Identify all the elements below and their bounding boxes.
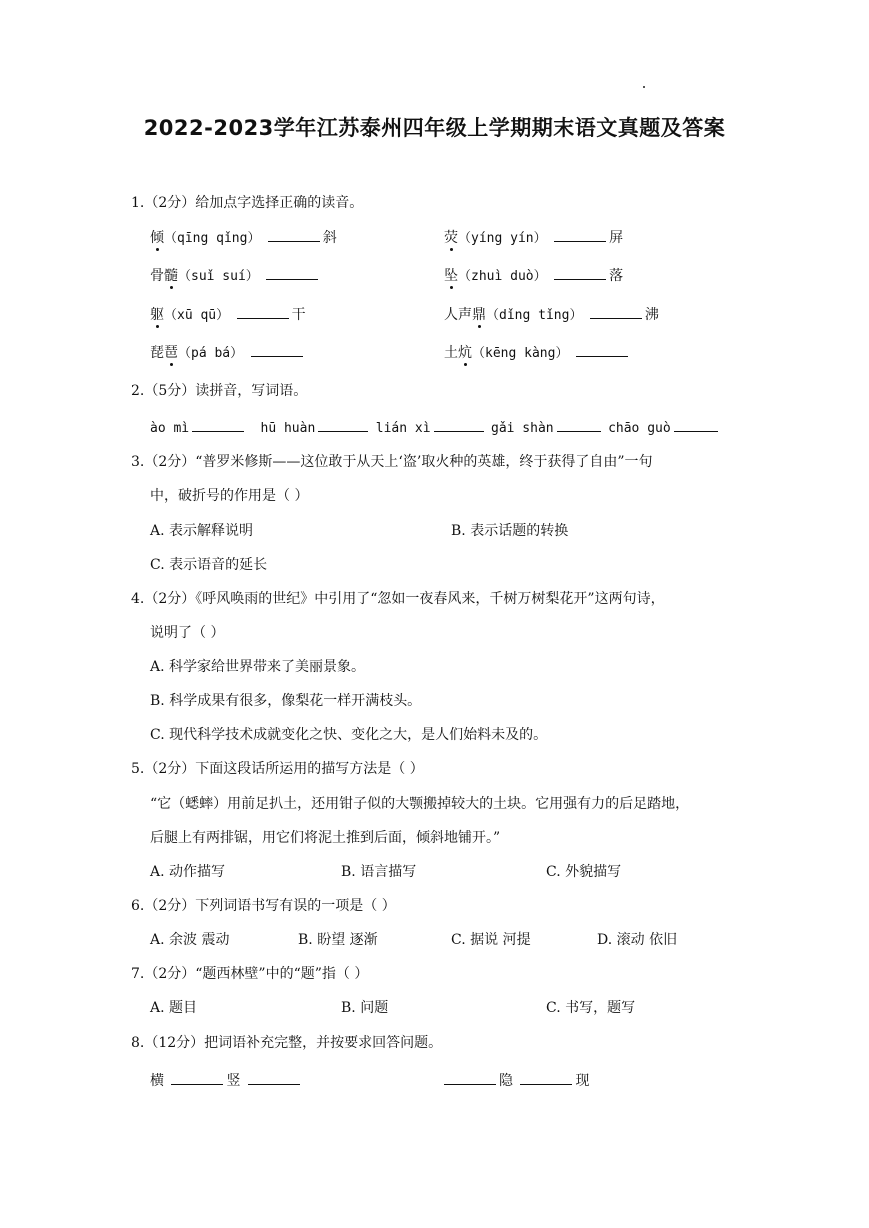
answer-blank[interactable] [268, 227, 320, 242]
q1-item-7-pinyin: （pá bá） [178, 346, 244, 361]
q5-passage-line-1: “它（蟋蟀）用前足扒土，还用钳子似的大颚搬掉较大的土块。它用强有力的后足踏地， [150, 796, 690, 812]
q1-item-6 [444, 304, 659, 326]
q5-option-a[interactable]: A. 动作描写 [150, 864, 226, 880]
answer-blank[interactable] [444, 1070, 496, 1085]
q6-option-c[interactable]: C. 据说 河提 [451, 932, 531, 948]
q1-item-7 [150, 342, 306, 364]
q1-item-2-pinyin: （yíng yín） [458, 231, 547, 246]
q8-word-2 [441, 1070, 589, 1091]
q3-option-a[interactable]: A. 表示解释说明 [150, 523, 254, 539]
q1-item-7-pre: 琵 [150, 345, 164, 361]
answer-blank[interactable] [248, 1070, 300, 1085]
question-4-stem-line-1: 4.（2分）《呼风唤雨的世纪》中引用了“忽如一夜春风来，千树万树梨花开”这两句诗， [131, 591, 665, 607]
question-3-stem-line-2: 中，破折号的作用是（ ） [150, 488, 309, 504]
q1-item-3-char: 髓 [164, 268, 178, 284]
answer-blank[interactable] [237, 304, 289, 319]
q1-item-2 [444, 227, 623, 249]
answer-blank[interactable] [192, 417, 244, 432]
q4-option-c[interactable]: C. 现代科学技术成就变化之快、变化之大，是人们始料未及的。 [150, 727, 548, 743]
page-corner-dot [643, 86, 645, 88]
q8-word-2-a: 隐 [499, 1073, 513, 1089]
q6-option-a[interactable]: A. 余波 震动 [150, 932, 230, 948]
question-4-stem-line-2: 说明了（ ） [150, 625, 225, 641]
q1-item-3-pre: 骨 [150, 268, 164, 284]
question-2-stem: 2.（5分）读拼音，写词语。 [131, 383, 308, 399]
q8-word-2-b: 现 [575, 1073, 590, 1089]
q7-option-a[interactable]: A. 题目 [150, 1000, 198, 1016]
answer-blank[interactable] [590, 304, 642, 319]
q2-pinyin-3: lián xì [375, 421, 431, 436]
q7-option-c[interactable]: C. 书写，题写 [546, 1000, 636, 1016]
q3-option-c[interactable]: C. 表示语音的延长 [150, 557, 268, 573]
question-3-stem-line-1: 3.（2分）“普罗米修斯——这位敢于从天上‘盗’取火种的英雄，终于获得了自由”一句 [131, 454, 653, 470]
q8-word-1-a: 横 [150, 1073, 164, 1089]
q1-item-7-char: 琶 [164, 345, 178, 361]
question-8-stem: 8.（12分）把词语补充完整，并按要求回答问题。 [131, 1035, 443, 1051]
q1-item-2-char: 荧 [444, 230, 458, 246]
answer-blank[interactable] [434, 417, 484, 432]
q1-item-4-char: 坠 [444, 268, 458, 284]
q3-option-b[interactable]: B. 表示话题的转换 [451, 523, 569, 539]
q1-item-6-char: 鼎 [472, 307, 486, 323]
q1-item-1-pinyin: （qīng qǐng） [164, 231, 261, 246]
question-1-stem: 1.（2分）给加点字选择正确的读音。 [131, 195, 364, 211]
answer-blank[interactable] [554, 265, 606, 280]
q7-option-b[interactable]: B. 问题 [341, 1000, 389, 1016]
q5-option-c[interactable]: C. 外貌描写 [546, 864, 622, 880]
q2-pinyin-row [150, 417, 721, 439]
q6-option-b[interactable]: B. 盼望 逐渐 [298, 932, 378, 948]
answer-blank[interactable] [554, 227, 606, 242]
q1-item-1-after: 斜 [322, 230, 337, 246]
q5-passage-line-2: 后腿上有两排锯，用它们将泥土推到后面，倾斜地铺开。” [150, 830, 501, 846]
q8-word-1-b: 竖 [226, 1073, 241, 1089]
q1-item-1 [150, 227, 337, 249]
answer-blank[interactable] [318, 417, 368, 432]
answer-blank[interactable] [266, 265, 318, 280]
q4-option-a[interactable]: A. 科学家给世界带来了美丽景象。 [150, 659, 366, 675]
q1-item-8-pinyin: （kēng kàng） [472, 346, 569, 361]
document-title: 2022-2023学年江苏泰州四年级上学期期末语文真题及答案 [143, 116, 726, 140]
q1-item-4-after: 落 [609, 268, 624, 284]
question-7-stem: 7.（2分）“题西林壁”中的“题”指（ ） [131, 966, 369, 982]
q2-pinyin-1: ào mì [150, 421, 190, 436]
q1-item-5-after: 干 [291, 307, 306, 323]
q1-item-4-pinyin: （zhuì duò） [458, 269, 547, 284]
answer-blank[interactable] [674, 417, 718, 432]
q1-item-3 [150, 265, 321, 287]
q1-item-4 [444, 265, 623, 287]
q1-item-8-char: 炕 [458, 345, 472, 361]
q1-item-6-pinyin: （dǐng tǐng） [486, 308, 583, 323]
answer-blank[interactable] [520, 1070, 572, 1085]
q5-option-b[interactable]: B. 语言描写 [341, 864, 417, 880]
q2-pinyin-4: gǎi shàn [491, 421, 554, 436]
q1-item-5-pinyin: （xū qū） [164, 308, 230, 323]
question-6-stem: 6.（2分）下列词语书写有误的一项是（ ） [131, 898, 396, 914]
q1-item-8-pre: 土 [444, 345, 458, 361]
q2-pinyin-2: hū huàn [260, 421, 316, 436]
q8-word-1 [150, 1070, 303, 1091]
q1-item-8 [444, 342, 631, 364]
q1-item-5-char: 躯 [150, 307, 164, 323]
answer-blank[interactable] [171, 1070, 223, 1085]
q4-option-b[interactable]: B. 科学成果有很多，像梨花一样开满枝头。 [150, 693, 422, 709]
q1-item-1-char: 倾 [150, 230, 164, 246]
q2-pinyin-5: chāo guò [608, 421, 671, 436]
question-5-stem: 5.（2分）下面这段话所运用的描写方法是（ ） [131, 761, 424, 777]
answer-blank[interactable] [576, 342, 628, 357]
q1-item-5 [150, 304, 306, 326]
q1-item-2-after: 屏 [609, 230, 624, 246]
q1-item-6-pre: 人声 [444, 307, 472, 323]
answer-blank[interactable] [251, 342, 303, 357]
answer-blank[interactable] [557, 417, 601, 432]
q6-option-d[interactable]: D. 滚动 依旧 [597, 932, 678, 948]
q1-item-6-after: 沸 [644, 307, 659, 323]
q1-item-3-pinyin: （suǐ suí） [178, 269, 259, 284]
